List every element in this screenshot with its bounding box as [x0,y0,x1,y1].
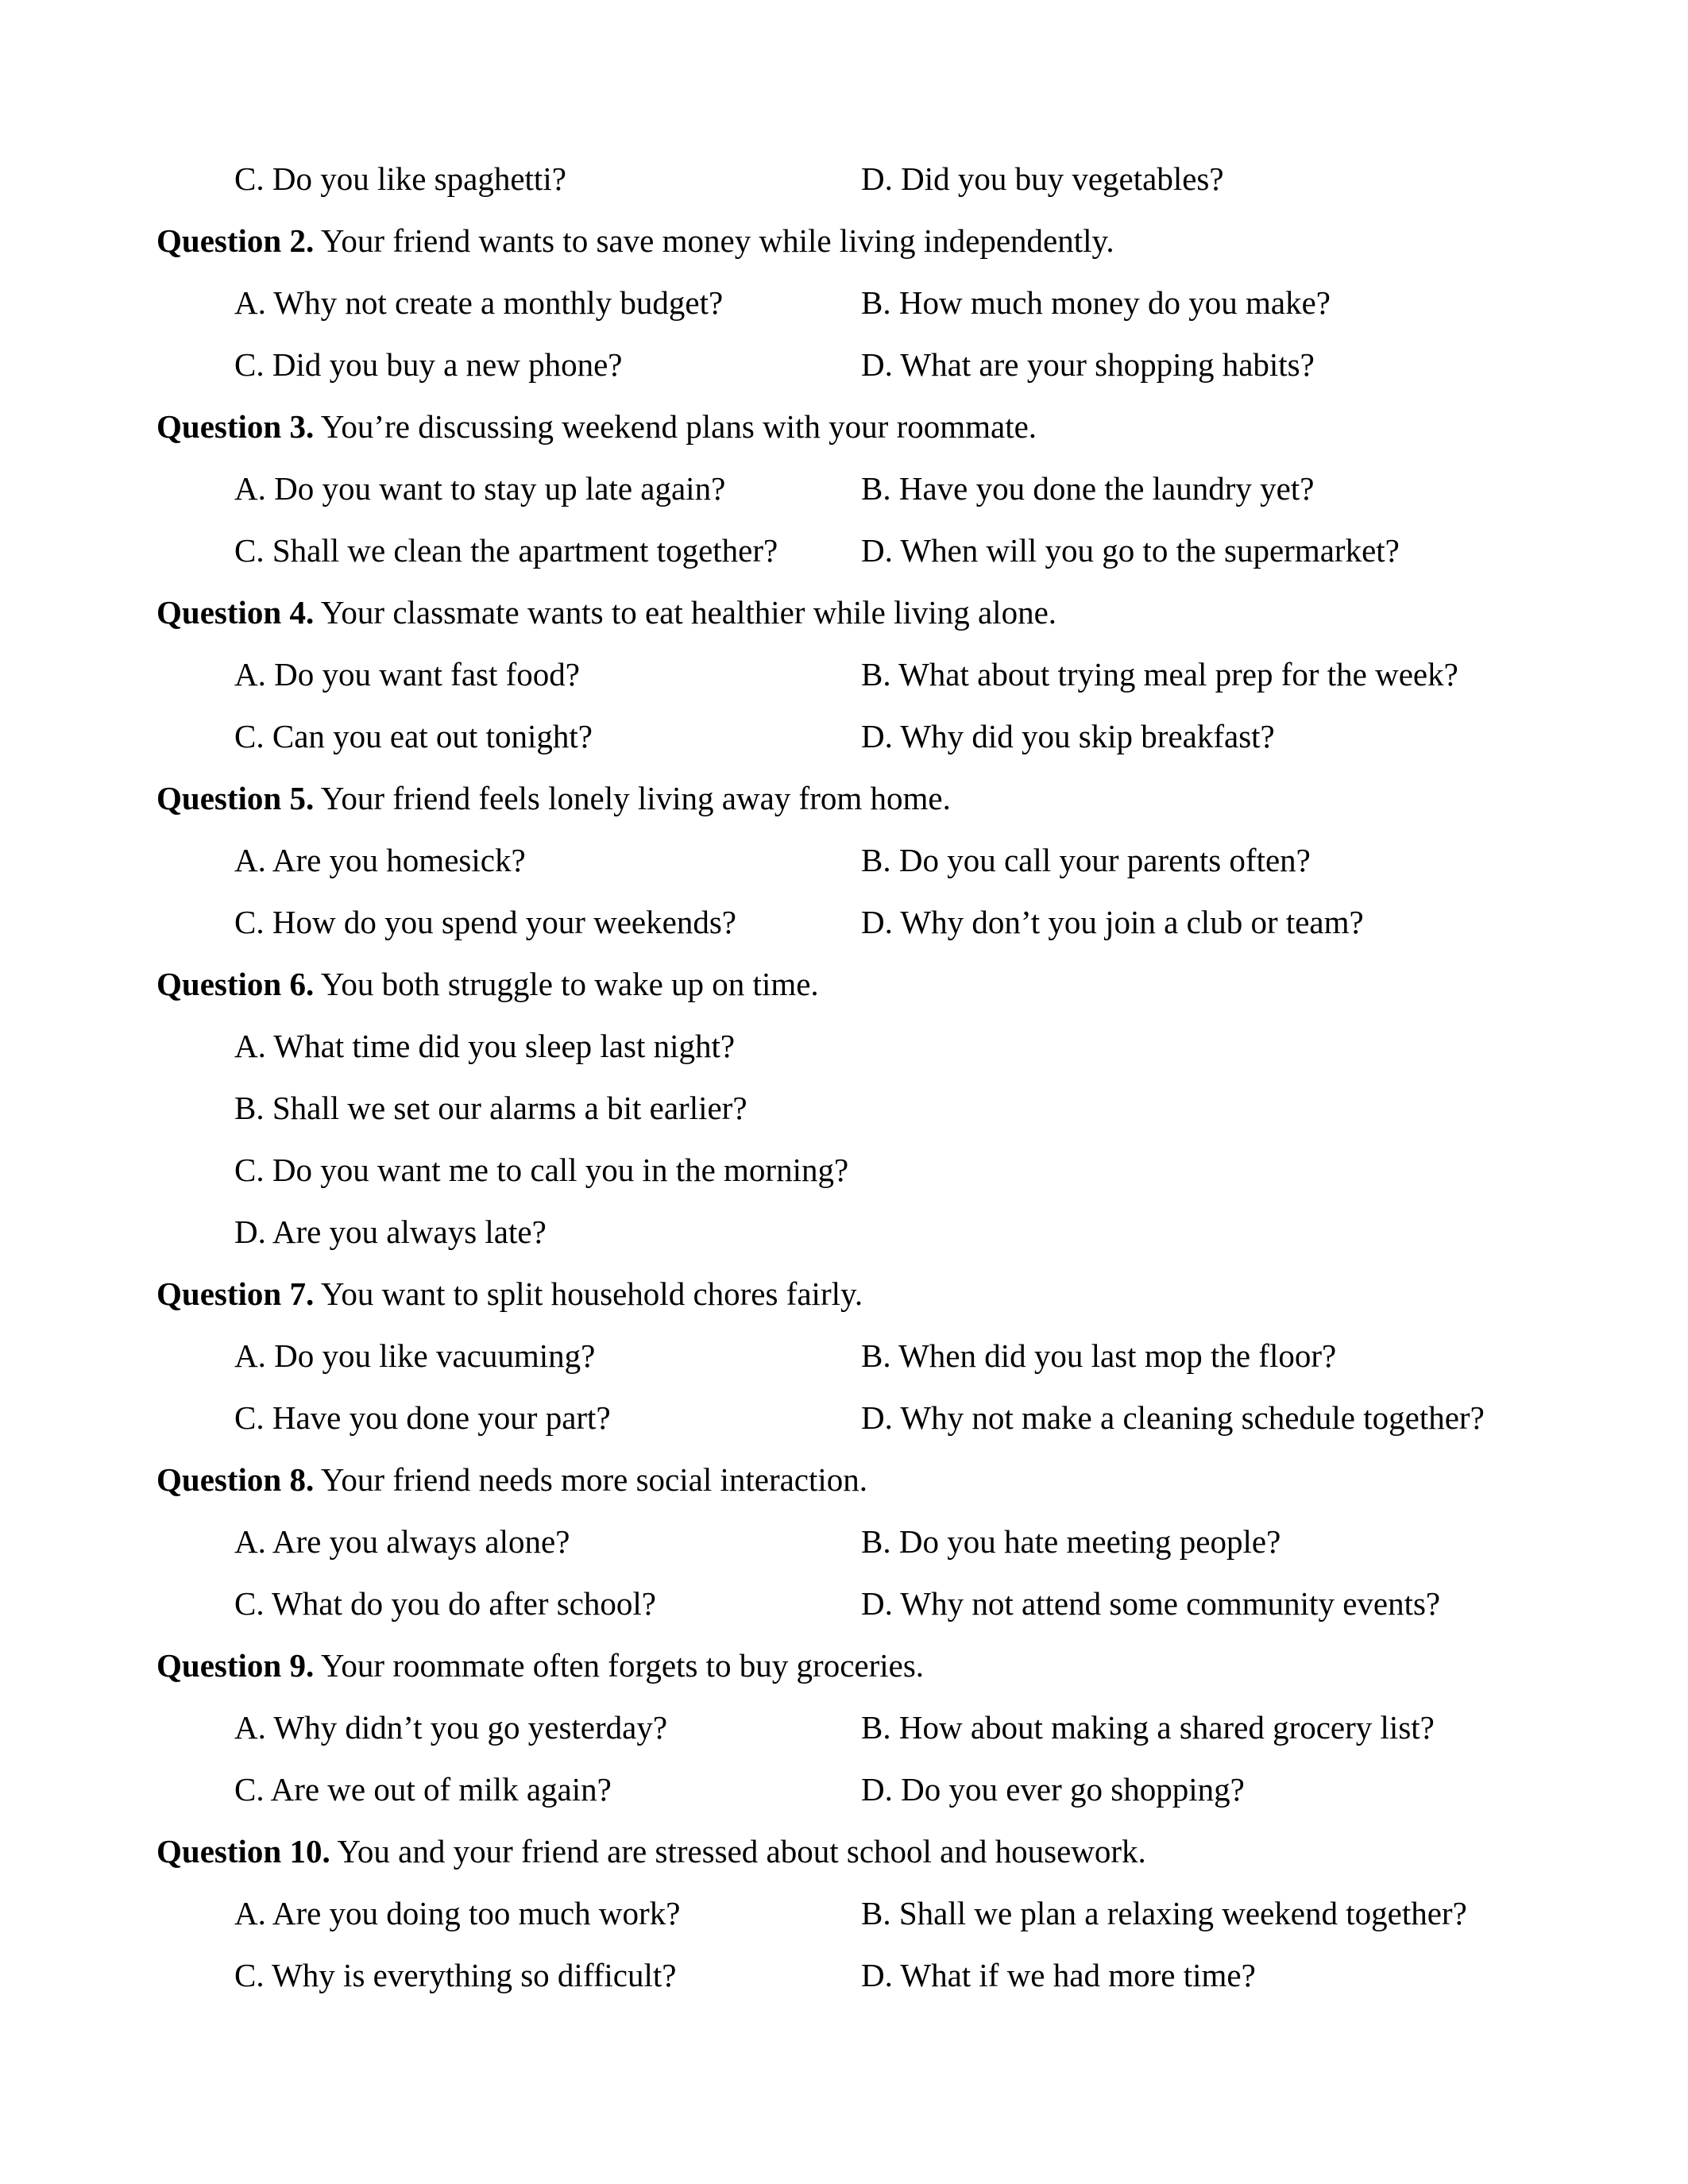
option-d: D. Why did you skip breakfast? [861,718,1275,754]
option-row [0,1201,1688,1263]
question-stem [0,1263,1688,1325]
option-row [0,1882,1688,1944]
option-c: C. Why is everything so difficult? [234,1957,677,1993]
option-c: C. Do you want me to call you in the morning? [234,1152,849,1188]
question-stem [0,767,1688,829]
option-row [0,1139,1688,1201]
option-b: B. Have you done the laundry yet? [861,470,1315,507]
option-row [0,1572,1688,1634]
option-c: C. Can you eat out tonight? [234,718,593,754]
option-b: B. Do you hate meeting people? [861,1523,1281,1560]
question-label: Question 8. [156,1461,315,1498]
option-c: C. Are we out of milk again? [234,1771,612,1808]
option-row [0,1387,1688,1449]
question-label: Question 10. [156,1833,330,1870]
option-a: A. Are you always alone? [234,1523,570,1560]
option-row [0,457,1688,519]
question-stem [0,1634,1688,1696]
option-row [0,272,1688,334]
question-label: Question 2. [156,222,315,259]
question-stem [0,1820,1688,1882]
option-c: C. What do you do after school? [234,1585,656,1622]
question-stem [0,953,1688,1015]
option-b: B. Shall we set our alarms a bit earlier? [234,1090,747,1126]
question-text: Your classmate wants to eat healthier while living alone. [314,594,1057,631]
option-a: A. Do you like vacuuming? [234,1337,596,1374]
option-row [0,1511,1688,1572]
question-label: Question 4. [156,594,315,631]
option-d: D. Do you ever go shopping? [861,1771,1245,1808]
question-text: Your friend needs more social interaction. [314,1461,868,1498]
option-d: D. Why not attend some community events? [861,1585,1441,1622]
question-text: Your friend wants to save money while living independently. [314,222,1114,259]
option-d: D. Did you buy vegetables? [861,160,1224,197]
option-a: A. What time did you sleep last night? [234,1028,736,1064]
option-c: C. Have you done your part? [234,1399,611,1436]
option-a: A. Why didn’t you go yesterday? [234,1709,668,1746]
option-c: C. Did you buy a new phone? [234,346,623,383]
option-a: A. Are you doing too much work? [234,1895,681,1931]
option-c: C. How do you spend your weekends? [234,904,736,940]
option-b: B. How much money do you make? [861,284,1331,321]
option-row [0,643,1688,705]
option-d: D. When will you go to the supermarket? [861,532,1400,569]
option-row [0,1015,1688,1077]
option-row [0,891,1688,953]
option-c: C. Shall we clean the apartment together? [234,532,778,569]
option-d: D. What are your shopping habits? [861,346,1315,383]
option-row [0,1696,1688,1758]
question-label: Question 5. [156,780,315,816]
question-stem [0,581,1688,643]
option-row [0,148,1688,210]
option-row [0,1077,1688,1139]
question-stem [0,210,1688,272]
question-stem [0,1449,1688,1511]
option-d: D. What if we had more time? [861,1957,1256,1993]
option-row [0,1758,1688,1820]
question-stem [0,396,1688,457]
option-row [0,334,1688,396]
question-text: You want to split household chores fairly. [314,1275,863,1312]
option-a: A. Do you want fast food? [234,656,580,693]
question-text: You’re discussing weekend plans with your roommate. [314,408,1037,445]
option-d: D. Are you always late? [234,1214,547,1250]
option-b: B. Do you call your parents often? [861,842,1311,878]
option-a: A. Why not create a monthly budget? [234,284,724,321]
option-row [0,519,1688,581]
option-row [0,1944,1688,2006]
option-row [0,705,1688,767]
option-row [0,829,1688,891]
option-d: D. Why don’t you join a club or team? [861,904,1364,940]
option-b: B. How about making a shared grocery list? [861,1709,1435,1746]
question-text: You both struggle to wake up on time. [314,966,819,1002]
option-a: A. Do you want to stay up late again? [234,470,726,507]
option-b: B. Shall we plan a relaxing weekend together? [861,1895,1467,1931]
option-b: B. What about trying meal prep for the week? [861,656,1458,693]
option-c: C. Do you like spaghetti? [234,160,566,197]
option-row [0,1325,1688,1387]
question-label: Question 6. [156,966,315,1002]
question-label: Question 9. [156,1647,315,1684]
question-label: Question 3. [156,408,315,445]
question-label: Question 7. [156,1275,315,1312]
option-b: B. When did you last mop the floor? [861,1337,1337,1374]
option-a: A. Are you homesick? [234,842,526,878]
option-d: D. Why not make a cleaning schedule together? [861,1399,1485,1436]
question-text: Your friend feels lonely living away from home. [314,780,951,816]
question-text: You and your friend are stressed about school and housework. [330,1833,1146,1870]
question-text: Your roommate often forgets to buy groceries. [314,1647,925,1684]
